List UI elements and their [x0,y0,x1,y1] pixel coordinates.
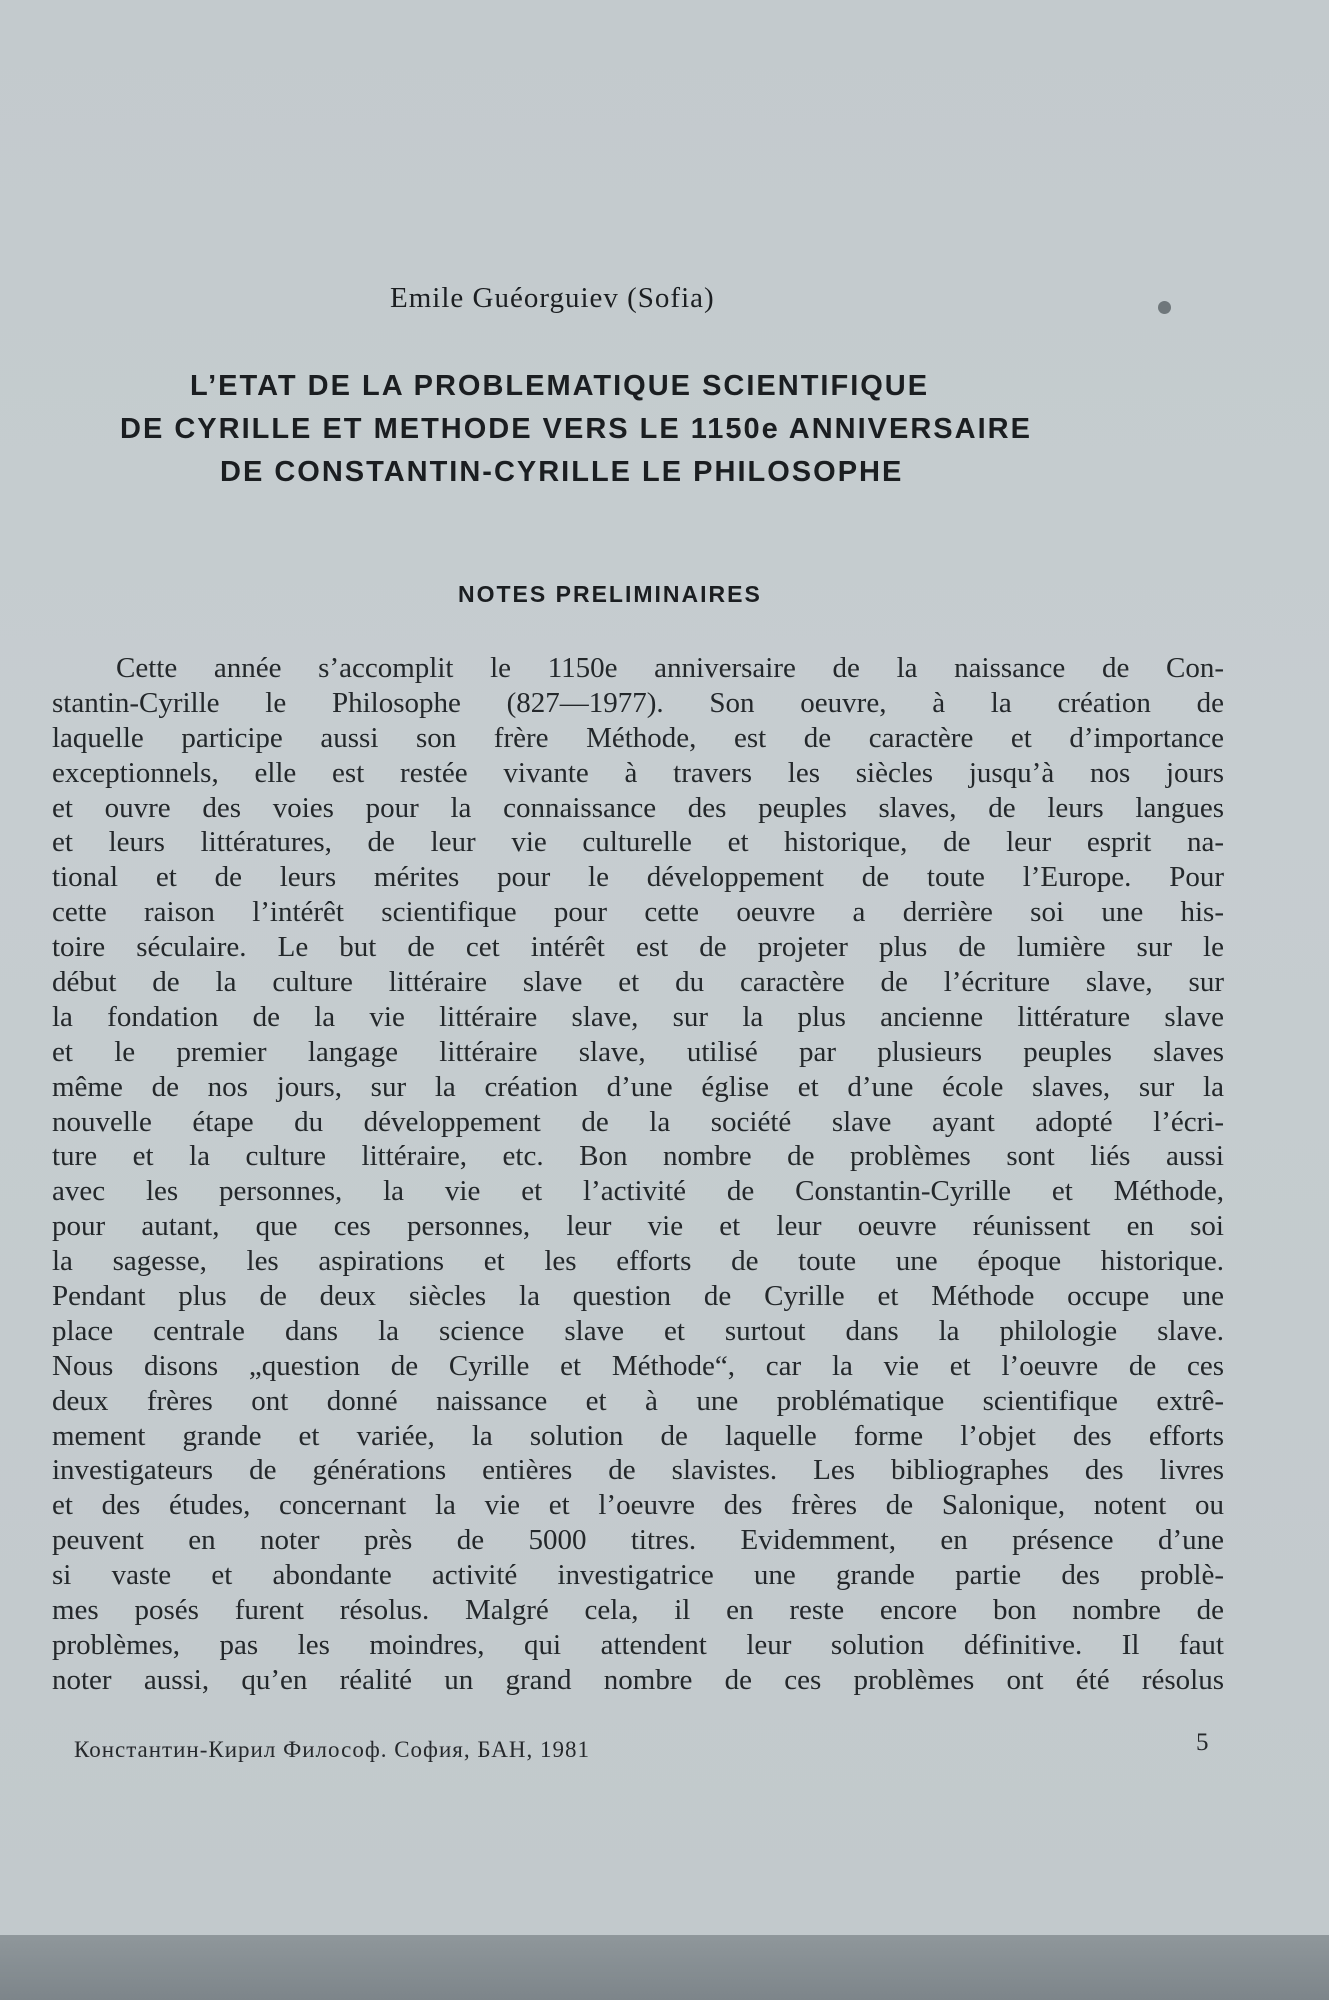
body-line: et ouvre des voies pour la connaissance des peuples slaves, de leurs langues [52,791,1224,824]
body-paragraph [52,651,1224,1698]
body-line: la sagesse, les aspirations et les efforts de toute une époque historique. [52,1245,1224,1278]
body-line: place centrale dans la science slave et surtout dans la philologie slave. [52,1314,1224,1347]
author-line: Emile Guéorguiev (Sofia) [390,282,715,314]
title-line-2: DE CYRILLE ET METHODE VERS LE 1150e ANNIVERSAIRE [120,413,1032,445]
paper-spot [1158,301,1171,314]
section-heading: NOTES PRELIMINAIRES [458,581,762,607]
body-line: Nous disons „question de Cyrille et Méthode“, car la vie et l’oeuvre de ces [52,1349,1224,1382]
body-line: stantin-Cyrille le Philosophe (827—1977). Son oeuvre, à la création de [52,686,1224,719]
body-line: mement grande et variée, la solution de laquelle forme l’objet des efforts [52,1419,1224,1452]
page-number: 5 [1196,1729,1209,1756]
body-line: laquelle participe aussi son frère Méthode, est de caractère et d’importance [52,721,1224,754]
body-line: deux frères ont donné naissance et à une problématique scientifique extrê- [52,1384,1224,1417]
body-line: avec les personnes, la vie et l’activité de Constantin-Cyrille et Méthode, [52,1175,1224,1208]
body-line: toire séculaire. Le but de cet intérêt est de projeter plus de lumière sur le [52,931,1224,964]
body-line: même de nos jours, sur la création d’une église et d’une école slaves, sur la [52,1070,1224,1103]
body-line: exceptionnels, elle est restée vivante à travers les siècles jusqu’à nos jours [52,756,1224,789]
body-line: pour autant, que ces personnes, leur vie et leur oeuvre réunissent en soi [52,1210,1224,1243]
title-line-3: DE CONSTANTIN-CYRILLE LE PHILOSOPHE [220,456,904,488]
body-line: Pendant plus de deux siècles la question de Cyrille et Méthode occupe une [52,1280,1224,1313]
body-line: et le premier langage littéraire slave, utilisé par plusieurs peuples slaves [52,1035,1224,1068]
body-line: cette raison l’intérêt scientifique pour cette oeuvre a derrière soi une his- [52,896,1224,929]
body-line: début de la culture littéraire slave et du caractère de l’écriture slave, sur [52,966,1224,999]
body-line: si vaste et abondante activité investigatrice une grande partie des problè- [52,1559,1224,1592]
body-line: problèmes, pas les moindres, qui attendent leur solution définitive. Il faut [52,1628,1224,1661]
body-line: mes posés furent résolus. Malgré cela, il en reste encore bon nombre de [52,1594,1224,1627]
body-line: investigateurs de générations entières de slavistes. Les bibliographes des livres [52,1454,1224,1487]
body-line: et leurs littératures, de leur vie culturelle et historique, de leur esprit na- [52,826,1224,859]
body-line: nouvelle étape du développement de la société slave ayant adopté l’écri- [52,1105,1224,1138]
body-line: Cette année s’accomplit le 1150e anniversaire de la naissance de Con- [116,652,1224,684]
body-line: peuvent en noter près de 5000 titres. Evidemment, en présence d’une [52,1524,1224,1557]
body-line: noter aussi, qu’en réalité un grand nombre de ces problèmes ont été résolus [52,1663,1224,1696]
footer-source: Константин-Кирил Философ. София, БАН, 1981 [74,1737,590,1762]
body-line: et des études, concernant la vie et l’oeuvre des frères de Salonique, notent ou [52,1489,1224,1522]
title-line-1: L’ETAT DE LA PROBLEMATIQUE SCIENTIFIQUE [190,370,930,402]
body-line: la fondation de la vie littéraire slave, sur la plus ancienne littérature slave [52,1000,1224,1033]
body-line: ture et la culture littéraire, etc. Bon nombre de problèmes sont liés aussi [52,1140,1224,1173]
page-bottom-edge [0,1935,1329,2000]
body-line: tional et de leurs mérites pour le développement de toute l’Europe. Pour [52,861,1224,894]
article-title [110,365,1220,494]
